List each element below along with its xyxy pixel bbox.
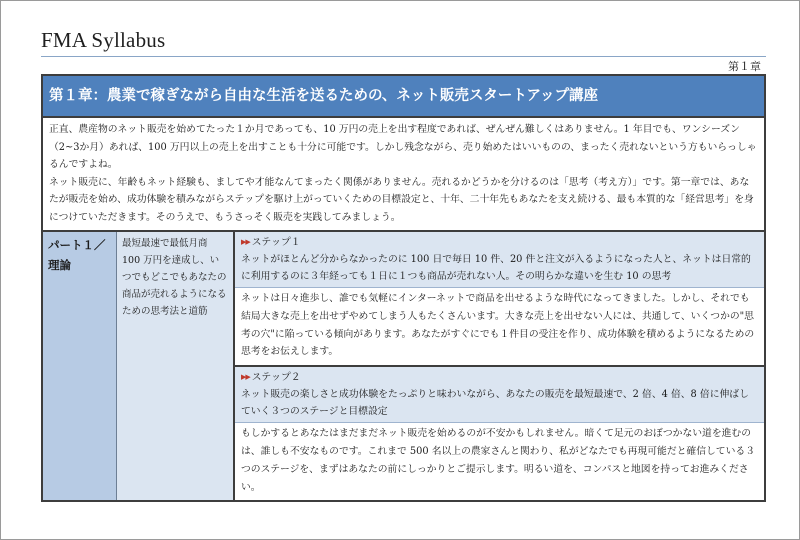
double-arrow-icon: ▶▶ xyxy=(241,373,250,382)
step-1-title: ステップ１ xyxy=(251,237,301,248)
chapter-intro xyxy=(43,118,764,232)
part-label: パート１／理論 xyxy=(43,232,117,500)
step-2-title: ステップ２ xyxy=(251,372,301,384)
step-1-body: ネットは日々進歩し、誰でも気軽にインターネットで商品を出せるような時代になってきました。しかし、それでも結局大きな売上を出せずやめてしまう人もたくさんいます。大きな売上を出せない人には、共通して、いくつかの"思考の穴"に陥っている傾向があります。あなたがすぐにでも１件目の受注を作り、成功体験を積めるようになるための思考をお伝えします。 xyxy=(235,287,764,365)
step-2-summary: ネット販売の楽しさと成功体験をたっぷりと味わいながら、あなたの販売を最短最速で、2 倍、4 倍、8 倍に伸ばしていく３つのステージと目標設定 xyxy=(241,389,749,418)
step-1-summary: ネットがほとんど分からなかったのに 100 日で毎日 10 件、20 件と注文が入るようになった人と、ネットは日常的に利用するのに３年経っても１日に１つも商品が売れない人。その明らかな違いを生む 10 の思考 xyxy=(241,254,751,282)
step-2-title-row xyxy=(241,369,758,386)
step-2-body: もしかするとあなたはまだまだネット販売を始めるのが不安かもしれません。暗くて足元のおぼつかない道を進むのは、誰しも不安なものです。これまで 500 名以上の農家さんと関わり、私がどなたでも再現可能だと確信している３つのステージを、まずはあなたの前にしっかりとご提示します。明るい道を、コンパスと地図を持ってお進みください。 xyxy=(235,422,764,500)
step-1-header xyxy=(235,232,764,287)
steps-column xyxy=(235,232,764,500)
title-divider xyxy=(41,56,766,57)
chapter-title: 第１章：農業で稼ぎながら自由な生活を送るための、ネット販売スタートアップ講座 xyxy=(43,76,764,118)
syllabus-table xyxy=(41,74,766,502)
chapter-number-label: 第１章 xyxy=(728,60,761,73)
step-1-title-row xyxy=(241,234,758,251)
part-row xyxy=(43,232,764,500)
intro-paragraph-1: 正直、農産物のネット販売を始めてたった１か月であっても、10 万円の売上を出す程度であれば、ぜんぜん難しくはありません。1 年目でも、ワンシーズン（2~3か月）あれば、100 万円以上の売上を出すことも十分に可能です。しかし残念ながら、売り始めたはいいものの、まったく売れないという方もいらっしゃるんですよね。 xyxy=(49,124,757,170)
document-title: FMA Syllabus xyxy=(41,28,166,52)
double-arrow-icon: ▶▶ xyxy=(241,238,250,246)
intro-paragraph-2: ネット販売に、年齢もネット経験も、ましてや才能なんてまったく関係がありません。売れるかどうかを分けるのは「思考（考え方）」です。第一章では、あなたが販売を始め、成功体験を積みながらステップを駆け上がっていくための目標設定と、十年、二十年先もあなたを支え続ける、最も本質的な「経営思考」を身につけていただきます。そのうえで、もうさっそく販売を実践してみましょう。 xyxy=(49,176,754,223)
step-2-header xyxy=(235,367,764,422)
part-description: 最短最速で最低月商 100 万円を達成し、いつでもどこでもあなたの商品が売れるようになるための思考法と道筋 xyxy=(117,232,235,500)
